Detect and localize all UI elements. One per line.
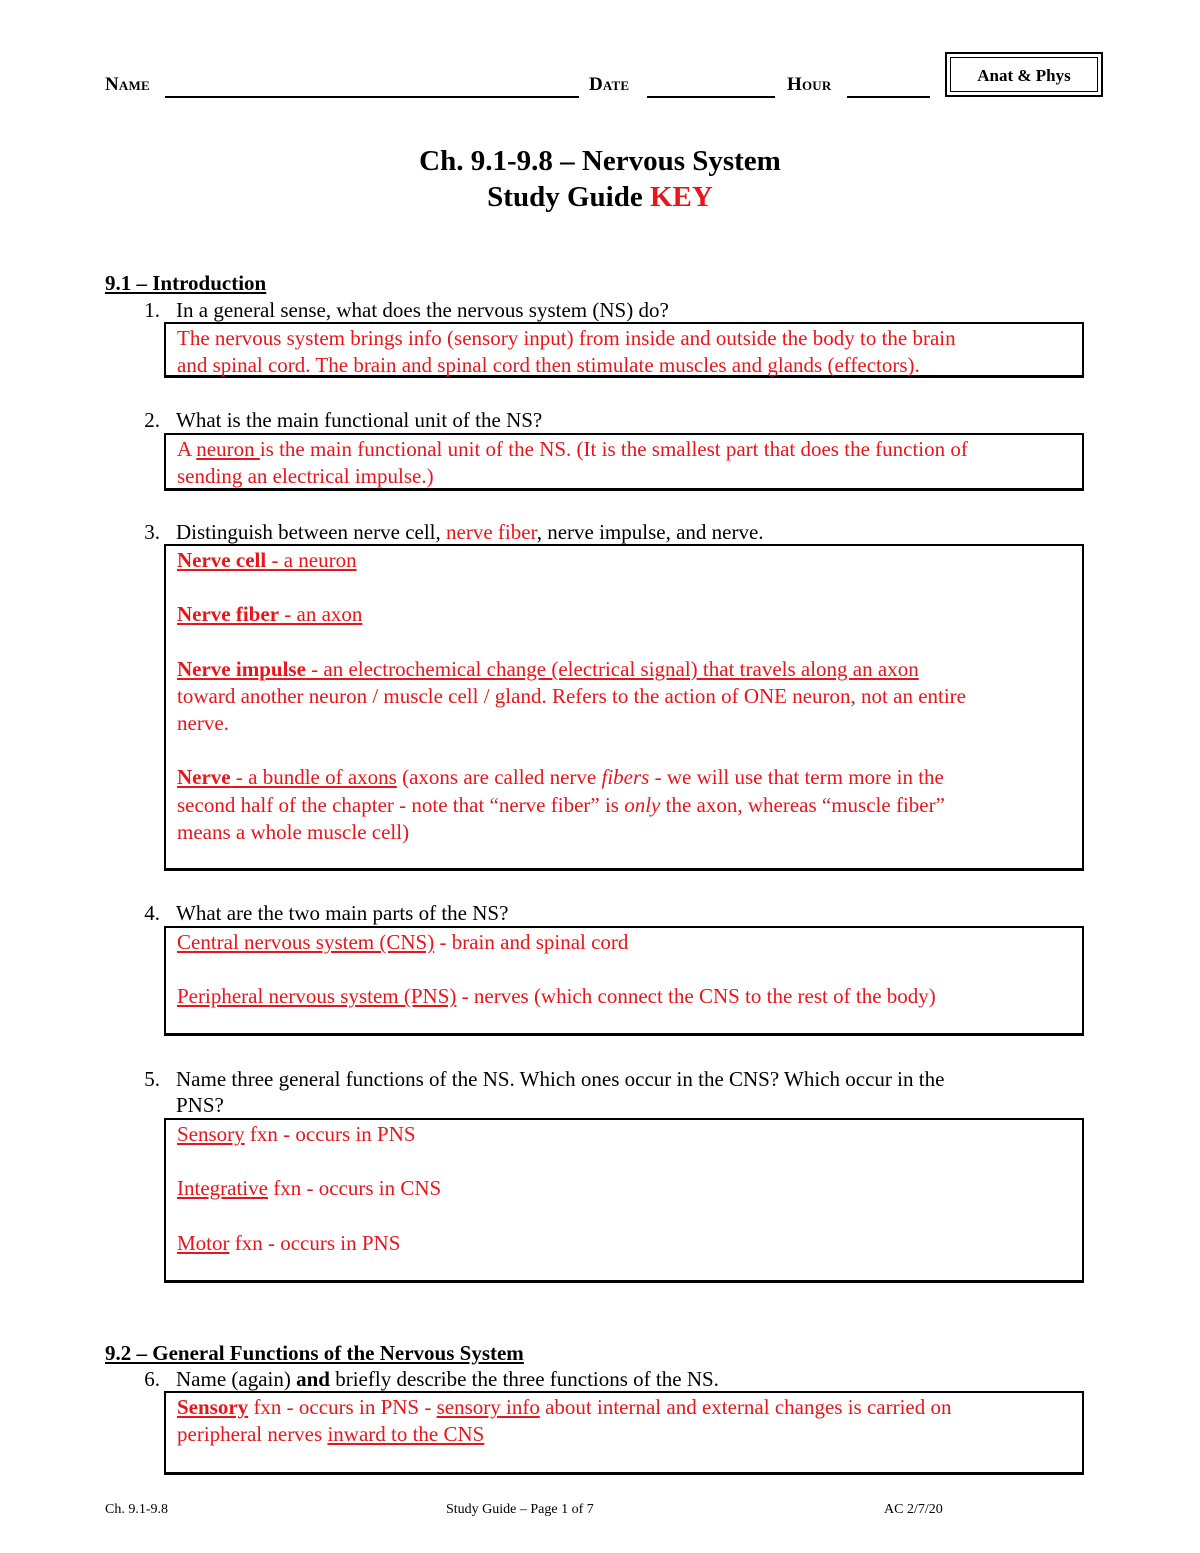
question-number: 3. <box>144 520 160 544</box>
answer-box-6 <box>164 1391 1084 1475</box>
term: Central nervous system (CNS) <box>177 930 435 954</box>
emphasis: fibers <box>601 765 650 790</box>
emphasis: only <box>624 792 661 817</box>
definition: fxn - occurs in PNS <box>244 1122 416 1146</box>
answer-text: A <box>177 437 197 461</box>
footer-page: Study Guide – Page 1 of 7 <box>446 1502 594 1517</box>
definition-nerve-impulse <box>177 656 1072 683</box>
answer-line <box>177 436 1072 463</box>
answer-text: is the main functional unit of the NS. (It is the smallest part that does the function of <box>259 437 968 461</box>
answer-line <box>177 792 1072 819</box>
answer-line: means a whole muscle cell) <box>177 820 410 845</box>
definition: - an axon <box>279 602 363 627</box>
course-badge-label: Anat & Phys <box>950 57 1098 92</box>
question-line: PNS? <box>176 1093 224 1117</box>
definition: - a bundle of axons <box>230 765 397 790</box>
definition: - a neuron <box>266 548 357 572</box>
term: Peripheral nervous system (PNS) <box>177 984 457 1009</box>
section-heading-9-2: 9.2 – General Functions of the Nervous System <box>105 1341 524 1365</box>
question-number: 4. <box>144 901 160 925</box>
answer-line <box>177 1175 1072 1202</box>
name-label: Name <box>105 74 150 95</box>
section-heading-9-1: 9.1 – Introduction <box>105 271 267 295</box>
answer-line: sending an electrical impulse.) <box>177 464 434 489</box>
answer-line: nerve. <box>177 711 229 736</box>
term: Integrative <box>177 1176 268 1201</box>
answer-line <box>177 1394 1072 1421</box>
question-text: Distinguish between nerve cell, <box>176 520 447 544</box>
answer-line: The nervous system brings info (sensory input) from inside and outside the body to the brain <box>177 326 956 350</box>
page-title: Ch. 9.1-9.8 – Nervous System <box>419 145 781 177</box>
answer-box-3 <box>164 544 1084 871</box>
answer-line <box>177 1421 1072 1448</box>
answer-box-1 <box>164 322 1084 378</box>
question-text: , nerve impulse, and nerve. <box>536 520 764 544</box>
answer-text: (axons are called nerve <box>396 765 602 790</box>
answer-term: neuron <box>196 437 260 461</box>
answer-text: fxn - occurs in PNS - <box>248 1395 437 1419</box>
question-number: 1. <box>144 298 160 322</box>
answer-text: the axon, whereas “muscle fiber” <box>660 792 945 817</box>
term: Nerve cell <box>177 548 267 572</box>
term: Sensory <box>177 1122 245 1146</box>
answer-line <box>177 929 1072 956</box>
question-line: Name three general functions of the NS. Which ones occur in the CNS? Which occur in the <box>176 1067 945 1091</box>
question-text: Name (again) <box>176 1367 297 1391</box>
question-5 <box>176 1066 1076 1118</box>
definition-nerve-cell <box>177 547 1072 574</box>
answer-box-4 <box>164 926 1084 1036</box>
question-text: briefly describe the three functions of the NS. <box>329 1367 719 1391</box>
answer-line <box>177 1121 1072 1148</box>
answer-text: - we will use that term more in the <box>649 765 944 790</box>
answer-line: toward another neuron / muscle cell / gland. Refers to the action of ONE neuron, not an entire <box>177 683 966 708</box>
term: Sensory <box>177 1395 249 1419</box>
definition: - brain and spinal cord <box>434 930 629 954</box>
definition: - nerves (which connect the CNS to the rest of the body) <box>456 984 936 1009</box>
answer-box-5 <box>164 1118 1084 1283</box>
answer-text: second half of the chapter - note that “nerve fiber” is <box>177 792 625 817</box>
subtitle-text: Study Guide <box>487 181 643 213</box>
answer-line <box>177 983 1072 1010</box>
course-badge <box>945 52 1103 97</box>
question-number: 5. <box>144 1067 160 1091</box>
answer-text: peripheral nerves <box>177 1422 328 1447</box>
question-4: What are the two main parts of the NS? <box>176 901 509 925</box>
question-highlight: nerve fiber <box>446 520 537 544</box>
definition: - an electrochemical change (electrical signal) that travels along an axon <box>305 656 919 681</box>
question-3 <box>176 519 1076 545</box>
date-label: Date <box>589 74 630 95</box>
question-emphasis: and <box>296 1367 330 1391</box>
footer-left: Ch. 9.1-9.8 <box>105 1502 168 1517</box>
definition: fxn - occurs in CNS <box>267 1176 442 1201</box>
question-number: 6. <box>144 1367 160 1391</box>
answer-line: and spinal cord. The brain and spinal cord then stimulate muscles and glands (effectors). <box>177 353 920 378</box>
definition: fxn - occurs in PNS <box>229 1230 401 1255</box>
hour-label: Hour <box>787 74 832 95</box>
definition-nerve <box>177 764 1072 791</box>
answer-box-2 <box>164 433 1084 491</box>
term: Motor <box>177 1230 230 1255</box>
answer-term: sensory info <box>436 1395 540 1419</box>
answer-text: about internal and external changes is carried on <box>539 1395 952 1419</box>
term: Nerve <box>177 765 231 790</box>
term: Nerve impulse <box>177 656 306 681</box>
date-field[interactable] <box>647 96 775 98</box>
answer-term: inward to the CNS <box>327 1422 485 1447</box>
hour-field[interactable] <box>847 96 930 98</box>
question-2: What is the main functional unit of the NS? <box>176 408 543 432</box>
definition-nerve-fiber <box>177 601 1072 628</box>
page-subtitle <box>0 179 1200 215</box>
key-label: KEY <box>649 181 713 213</box>
name-field[interactable] <box>165 96 579 98</box>
answer-line <box>177 1230 1072 1257</box>
question-6 <box>176 1366 1076 1392</box>
question-number: 2. <box>144 408 160 432</box>
question-1: In a general sense, what does the nervous system (NS) do? <box>176 298 669 322</box>
term: Nerve fiber <box>177 602 280 627</box>
footer-right: AC 2/7/20 <box>884 1502 943 1517</box>
